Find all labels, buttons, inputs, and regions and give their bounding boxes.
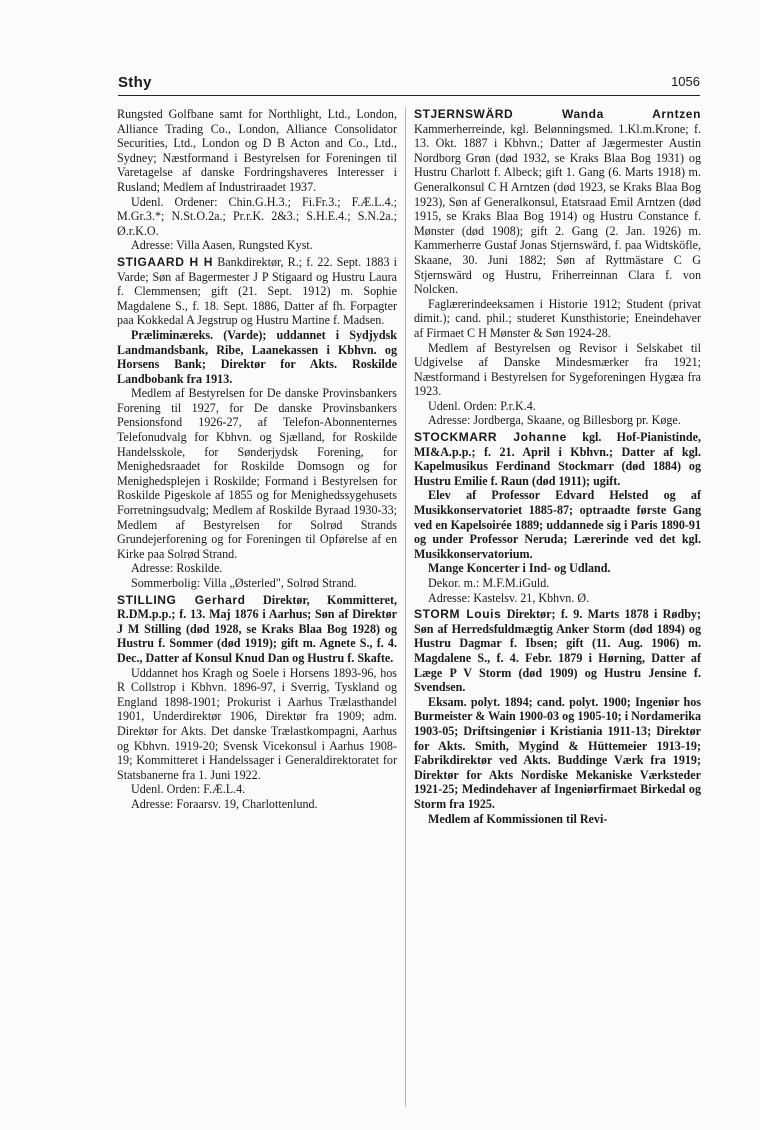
entry-career: Præliminæreks. (Varde); uddannet i Sydjydsk Landmandsbank, Ribe, Laanekassen i Kbhvn. og Horsens Bank; Direktør for Akts. Roskilde Landbobank fra 1913. [117, 327, 397, 386]
entry-intro: kgl. Hof-Pianistinde, MI&A.p.p.; f. 21. April i Kbhvn.; Datter af kgl. Kapelmusikus Ferdinand Stockmarr (død 1884) og Hustru Emilie f. Raun (død 1911); ugift. [414, 430, 701, 488]
entry-offices: Medlem af Bestyrelsen og Revisor i Selskabet til Udgivelse af Danske Mindesmærker fra 1921; Næstformand i Bestyrelsen for Sygeforeningen Hygæa fra 1923. [414, 340, 701, 399]
entry-intro: Direktør; f. 9. Marts 1878 i Rødby; Søn af Herredsfuldmægtig Anker Storm (død 1894) og Hustru Dagmar f. Ibsen; gift (11. Aug. 1906) m. Magdalene S., f. 4. Febr. 1879 i Hørning, Datter af Læge P V Storm (død 1909) og Hustru Jensine f. Svendsen. [414, 607, 701, 695]
entry-name: STILLING Gerhard [117, 592, 246, 607]
entry-address: Adresse: Roskilde. [131, 561, 223, 576]
left-column [117, 107, 397, 814]
entry-stjernswaerd [414, 107, 701, 428]
entry-career: Uddannet hos Kragh og Soele i Horsens 1893-96, hos R Collstrop i Kbhvn. 1896-97, i Sverrig, Tyskland og England 1898-1901; Prokurist i Aarhus Trælasthandel 1901, Underdirektør 1906, Direktør fra 1909; adm. Direktør for Akts. Det danske Trælastkompagni, Aarhus og Kbhvn. 1919-20; Svensk Vicekonsul i Aarhus 1908-19; Kommitteret i Handelssager i Generaldirektoratet for Statsbanerne fra 1. Juni 1922. [117, 665, 397, 782]
entry-intro: Kammerherreinde, kgl. Belønningsmed. 1.Kl.m.Krone; f. 13. Okt. 1887 i Kbhvn.; Datter af Jægermester Austin Nordborg Grøn (død 1932, se Kraks Blaa Bog 1931) og Hustru Charlott f. Albeck; gift 1. Gang (6. Marts 1918) m. Generalkonsul C H Arntzen (død 1923, se Kraks Blaa Bog 1923), Søn af Generalkonsul, Etatsraad Emil Arntzen (død 1915, se Kraks Blaa Bog 1914) og Hustru Constance f. Mønster (død 1908); gift 2. Gang (2. Jan. 1926) m. Kammerherre Gustaf Jonas Stjernswärd, f. paa Widtsköfle, Skaane, 30. Juni 1882; Søn af Ryttmästare C G Stjernswärd og Hustru, Friherreinnan Clara f. von Nolcken. [414, 121, 701, 297]
entry-orders: Udenl. Orden: F.Æ.L.4. [131, 782, 246, 797]
entry-stilling [117, 593, 397, 812]
page-number: 1056 [671, 74, 700, 89]
running-head-name: Sthy [118, 74, 152, 91]
entry-storm [414, 607, 701, 826]
entry-concerts: Mange Koncerter i Ind- og Udland. [428, 561, 611, 576]
column-divider [405, 107, 406, 1107]
continued-address: Adresse: Villa Aasen, Rungsted Kyst. [131, 238, 313, 253]
entry-career: Eksam. polyt. 1894; cand. polyt. 1900; Ingeniør hos Burmeister & Wain 1900-03 og 1905-10; i Nordamerika 1903-05; Driftsingeniør i Kristiania 1911-13; Direktør for Akts. Smith, Mygind & Hüttemeier 1913-19; Fabrikdirektør ved Akts. Buddinge Værk fra 1919; Direktør for Akts Nordiske Mekaniske Værksteder 1921-25; Medindehaver af Ingeniørfirmaet Birkedal og Storm fra 1925. [414, 694, 701, 811]
entry-name: STORM Louis [414, 607, 502, 622]
right-column [414, 107, 701, 828]
entry-name: STJERNSWÄRD Wanda Arntzen [414, 107, 701, 121]
entry-address: Adresse: Jordberga, Skaane, og Billesborg pr. Køge. [428, 413, 681, 428]
entry-name: STOCKMARR Johanne [414, 430, 567, 445]
entry-offices: Medlem af Bestyrelsen for De danske Provinsbankers Forening til 1927, for De danske Provinsbankers Pensionsfond 1926-27, af Telefon-Abonnenternes Telefonudvalg for Kbhvn. og Sjælland, for Roskilde Handelsskole, for Sønderjydsk Forening, for Menighedsraadet for Roskilde Domsogn og for Menighedsplejen i Roskilde; Formand i Bestyrelsen for Roskilde Pigeskole af 1855 og for Menighedssygehusets Forretningsudvalg; Medlem af Roskilde Byraad 1930-33; Medlem af Bestyrelsen for Solrød Strands Grundejerforening og for Foreningen til Opførelse af en Kirke paa Solrød Strand. [117, 386, 397, 561]
continued-text: Rungsted Golfbane samt for Northlight, Ltd., London, Alliance Trading Co., London, Alliance Consolidator Securities, Ltd., London og D B Acton and Co., Ltd., Sydney; Næstformand i Bestyrelsen for Foreningen til Varetagelse af danske Fordringshaveres Interesser i Rusland; Medlem af Industriraadet 1937. [117, 107, 397, 194]
entry-commission: Medlem af Kommissionen til Revi- [428, 811, 608, 826]
entry-address: Adresse: Kastelsv. 21, Kbhvn. Ø. [428, 590, 590, 605]
entry-address: Adresse: Foraarsv. 19, Charlottenlund. [131, 796, 318, 811]
entry-intro: Direktør, Kommitteret, R.DM.p.p.; f. 13. Maj 1876 i Aarhus; Søn af Direktør J M Stilling (død 1928, se Kraks Blaa Bog 1928) og Hustru f. Sommer (død 1919); gift m. Agnete S., f. 4. Dec., Datter af Konsul Knud Dan og Hustru f. Skafte. [117, 592, 398, 665]
continued-orders: Udenl. Ordener: Chin.G.H.3.; Fi.Fr.3.; F.Æ.L.4.; M.Gr.3.*; N.St.O.2a.; Pr.r.K. 2&3.; S.H.E.4.; S.N.2a.; Ø.r.K.O. [117, 194, 397, 238]
entry-orders: Udenl. Orden: P.r.K.4. [428, 398, 536, 413]
entry-career: Elev af Professor Edvard Helsted og af Musikkonservatoriet 1885-87; optraadte første Gang ved en Kapelsoirée 1889; uddannede sig i Paris 1890-91 og under Professor Neruda; Lærerinde ved det kgl. Musikkonservatorium. [414, 488, 701, 561]
header-rule [118, 95, 700, 96]
entry-name: STIGAARD H H [117, 254, 214, 269]
continued-entry [117, 107, 397, 253]
entry-summer-residence: Sommerbolig: Villa „Østerled", Solrød Strand. [131, 576, 357, 590]
entry-stigaard [117, 255, 397, 591]
page-header [118, 74, 700, 100]
entry-education: Faglærerindeeksamen i Historie 1912; Student (privat dimit.); cand. phil.; studeret Kunsthistorie; Eneindehaver af Firmaet C H Mønster & Søn 1924-28. [414, 296, 701, 340]
entry-intro: Bankdirektør, R.; f. 22. Sept. 1883 i Varde; Søn af Bagermester J P Stigaard og Hustru Laura f. Clemmensen; gift (21. Sept. 1912) m. Sophie Magdalene S., f. 18. Sept. 1886, Datter af fh. Forpagter paa Kokkedal A Jegstrup og Hustru Martine f. Madsen. [117, 254, 397, 328]
entry-decorations: Dekor. m.: M.F.M.iGuld. [428, 576, 550, 590]
entry-stockmarr [414, 430, 701, 605]
